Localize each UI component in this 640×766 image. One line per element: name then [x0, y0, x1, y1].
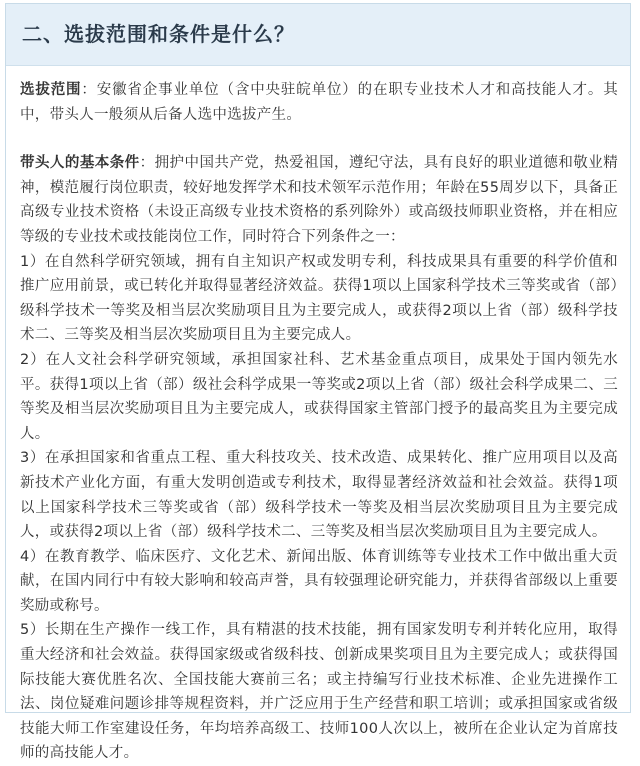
- condition-item-1: 1）在自然科学研究领域，拥有自主知识产权或发明专利，科技成果具有重要的科学价值和推广应用前景，或已转化并取得显著经济效益。获得1项以上国家科学技术三等奖或省（部）级科学技术一等奖及相当层次奖励项目且为主要完成人，或获得2项以上省（部）级科学技术二、三等奖及相当层次奖励项目且为主要完成人。: [20, 253, 618, 344]
- condition-item-5: 5）长期在生产操作一线工作，具有精湛的技术技能，拥有国家发明专利并转化应用，取得重大经济和社会效益。获得国家级或省级科技、创新成果奖项目且为主要完成人；或获得国际技能大赛优胜名次、全国技能大赛前三名；或主持编写行业技术标准、企业先进操作工法、岗位疑难问题诊排等规程资料，并广泛应用于生产经营和职工培训；或承担国家或省级技能大师工作室建设任务，年均培养高级工、技师100人次以上，被所在企业认定为首席技师的高技能人才。: [20, 622, 618, 762]
- scope-paragraph: [20, 78, 618, 127]
- basic-conditions-label: 带头人的基本条件: [20, 155, 140, 172]
- paragraph-gap: [20, 127, 618, 151]
- section-body: [6, 66, 630, 766]
- condition-item-4: 4）在教育教学、临床医疗、文化艺术、新闻出版、体育训练等专业技术工作中做出重大贡献，在国内同行中有较大影响和较高声誉，具有较强理论研究能力，并获得省部级以上重要奖励或称号。: [20, 548, 618, 614]
- condition-item-3: 3）在承担国家和省重点工程、重大科技攻关、技术改造、成果转化、推广应用项目以及高新技术产业化方面，有重大发明创造或专利技术，取得显著经济效益和社会效益。获得1项以上国家科学技术三等奖或省（部）级科学技术一等奖及相当层次奖励项目且为主要完成人，或获得2项以上省（部）级科学技术二、三等奖及相当层次奖励项目且为主要完成人。: [20, 450, 618, 541]
- content-box: [5, 3, 631, 762]
- basic-conditions-paragraph: [20, 151, 618, 249]
- basic-conditions-text: ：拥护中国共产党，热爱祖国，遵纪守法，具有良好的职业道德和敬业精神，模范履行岗位职责，较好地发挥学术和技术领军示范作用；年龄在55周岁以下，具备正高级专业技术资格（未设正高级专业技术资格的系列除外）或高级技师职业资格，并在相应等级的专业技术或技能岗位工作，同时符合下列条件之一：: [20, 155, 618, 245]
- scope-text: ：安徽省企事业单位（含中央驻皖单位）的在职专业技术人才和高技能人才。其中，带头人一般须从后备人选中选拔产生。: [20, 82, 618, 123]
- section-header: [6, 4, 630, 66]
- scope-label: 选拔范围: [20, 82, 82, 98]
- condition-item-2: 2）在人文社会科学研究领域，承担国家社科、艺术基金重点项目，成果处于国内领先水平。获得1项以上省（部）级社会科学成果一等奖或2项以上省（部）级社会科学成果二、三等奖及相当层次奖励项目且为主要完成人，或获得国家主管部门授予的最高奖且为主要完成人。: [20, 351, 618, 442]
- section-title: 二、选拔范围和条件是什么？: [22, 22, 295, 46]
